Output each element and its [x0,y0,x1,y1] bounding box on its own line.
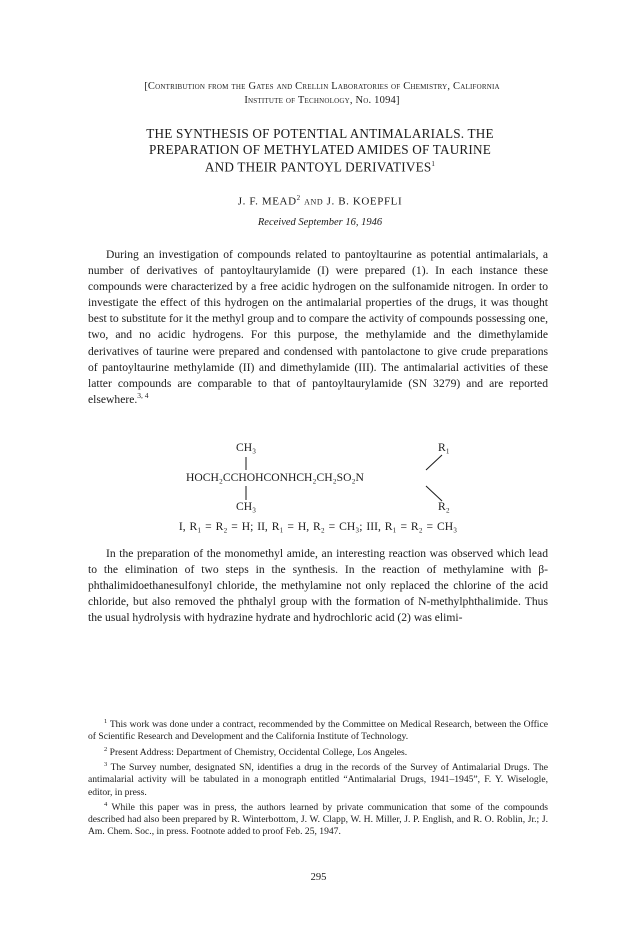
author-second: J. B. KOEPFLI [326,195,403,208]
paragraph-1-text: During an investigation of compounds related to pantoyltaurine as potential antimalarials, a number of derivatives of pantoyltaurylamide (I) were prepared (1). In each instance these compounds were characterized by a free acidic hydrogen on the sulfonamide nitrogen. In order to investigate the effect of this hydrogen on the antimalarial properties of the drugs, it was thought best to substitute for it the methyl group and to compare the activity of compounds possessing one, two, and no acidic hydrogens. For this purpose, the methylamide and the dimethylamide derivatives of taurine were prepared and condensed with pantolactone to give crude preparations of pantoyltaurine methylamide (II) and dimethylamide (III). The antimalarial activities of these latter compounds are comparable to that of pantoyltaurylamide (SN 3279) and are reported elsewhere. [88,248,548,406]
contribution-header [72,80,572,108]
footnote-3-text: The Survey number, designated SN, identifies a drug in the records of the Survey of Antimalarial Drugs. The antimalarial activity will be tabulated in a monograph entitled “Antimalarial Drugs, 1941–1945”, F. Y. Wiselogle, editor, in press. [88,762,548,798]
contribution-line-2: Institute of Technology, No. 1094] [244,95,400,106]
formula-r1: R₁ [438,441,450,454]
paragraph-2: In the preparation of the monomethyl amide, an interesting reaction was observed which lead to the elimination of two steps in the synthesis. In the reaction of methylamine with β-phthalimidoethanesulfonyl chloride, the methylamine not only replaced the chlorine of the acid chloride, but also removed the phthalyl group with the formation of N-methylphthalimide. Thus the usual hydrolysis with hydrazine hydrate and hydrochloric acid (2) was elimi- [88,547,548,625]
author-line [90,194,550,208]
footnote-1 [88,716,548,744]
formula-bottom-ch3: CH₃ [236,500,257,513]
title-footnote-mark: 1 [431,160,436,169]
paragraph-1-refs: 3, 4 [137,390,149,400]
footnote-1-mark: 1 [104,718,108,725]
footnote-2 [88,744,548,759]
footnote-4 [88,799,548,839]
structural-formula [0,440,637,520]
bond-r2 [426,486,442,501]
formula-main-chain: HOCH₂CCHOHCONHCH₂CH₂SO₂N [186,471,364,484]
footnote-2-mark: 2 [104,745,108,753]
author-and: and [304,195,324,208]
title-line-2: PREPARATION OF METHYLATED AMIDES OF TAURINE [148,141,492,157]
formula-top-ch3: CH₃ [236,441,257,454]
received-date: Received September 16, 1946 [257,217,383,228]
paragraph-1 [88,247,548,408]
footnote-4-text: While this paper was in press, the authors learned by private communication that some of the compounds described had also been prepared by R. Winterbottom, J. W. Clapp, W. H. Miller, J. P. English, and R. O. Roblin, Jr.; J. Am. Chem. Soc., in press. Footnote added to proof Feb. 25, 1947. [88,801,548,838]
author-first: J. F. MEAD [237,195,297,208]
footnote-2-text: Present Address: Department of Chemistry, Occidental College, Los Angeles. [109,746,408,758]
formula-substituents: I, R₁ = R₂ = H; II, R₁ = H, R₂ = CH₃; III, R₁ = R₂ = CH₃ [178,520,458,533]
page-number: 295 [310,872,327,883]
footnotes [88,716,548,839]
title-line-3-text: AND THEIR PANTOYL DERIVATIVES [204,159,432,175]
author-first-mark: 2 [296,194,301,202]
title-line-1: THE SYNTHESIS OF POTENTIAL ANTIMALARIALS. THE [146,126,494,141]
bond-r1 [426,455,442,470]
formula-r2: R₂ [438,500,450,513]
article-title [90,126,550,175]
footnote-1-text: This work was done under a contract, recommended by the Committee on Medical Research, between the Office of Scientific Research and Development and the California Institute of Technology. [88,719,548,743]
footnote-4-mark: 4 [104,800,108,808]
footnote-3-mark: 3 [104,760,108,768]
footnote-3 [88,759,548,799]
contribution-line-1: [Contribution from the Gates and Crellin Laboratories of Chemistry, California [144,81,500,92]
title-line-3 [90,157,550,175]
